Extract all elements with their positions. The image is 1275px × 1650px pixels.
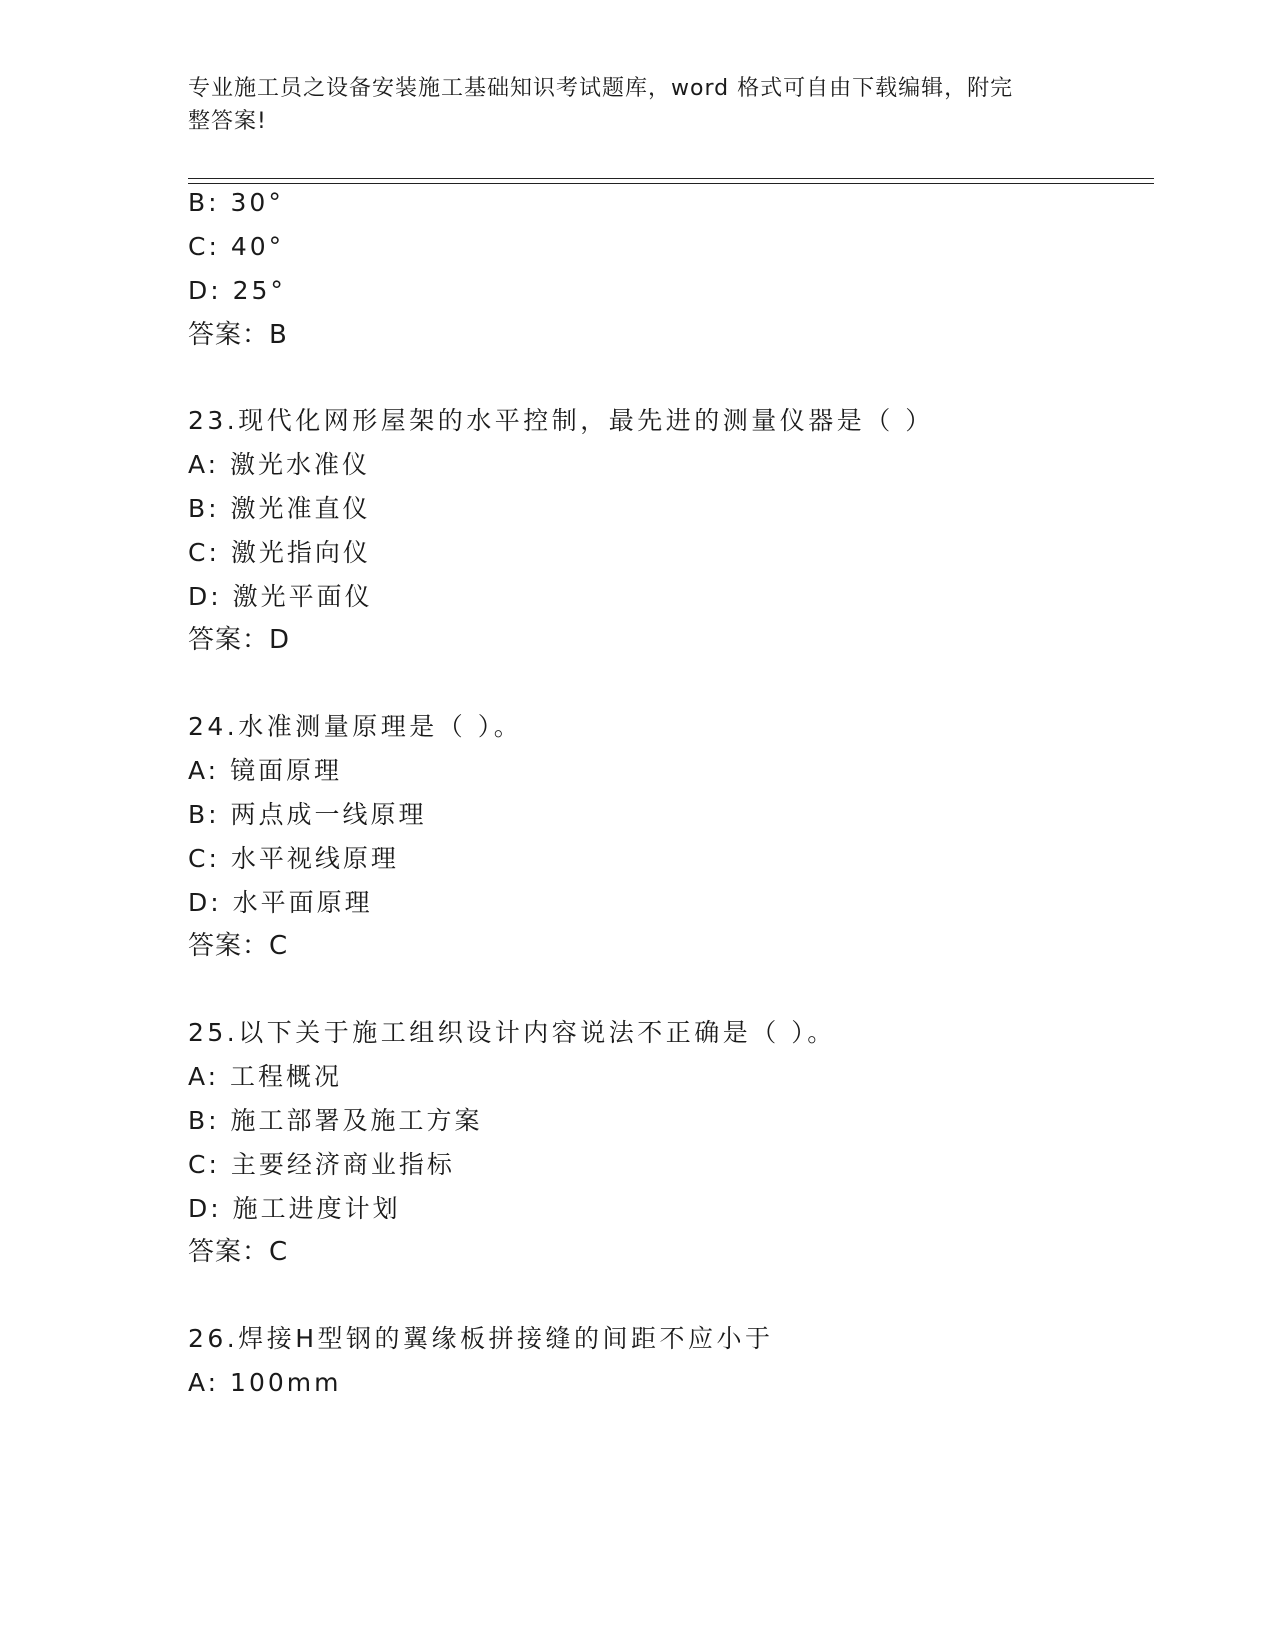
- option-d: D: 激光平面仪: [188, 582, 373, 611]
- option-b: B: 30°: [188, 188, 284, 217]
- question-stem: 23.现代化网形屋架的水平控制，最先进的测量仪器是（ ）: [188, 406, 934, 435]
- answer-line: 答案：B: [188, 320, 288, 350]
- option-c: C: 40°: [188, 232, 285, 261]
- option-b: B: 激光准直仪: [188, 494, 371, 523]
- header-divider-top: [188, 178, 1154, 179]
- option-d: D: 25°: [188, 276, 286, 305]
- option-a: A: 镜面原理: [188, 756, 343, 785]
- question-stem: 24.水准测量原理是（ ）。: [188, 712, 523, 741]
- header-line-2: 整答案!: [188, 109, 267, 134]
- option-b: B: 两点成一线原理: [188, 800, 427, 829]
- question-stem: 25.以下关于施工组织设计内容说法不正确是（ ）。: [188, 1018, 836, 1047]
- option-d: D: 水平面原理: [188, 888, 373, 917]
- answer-line: 答案：C: [188, 931, 289, 961]
- document-header: [188, 72, 1068, 138]
- answer-line: 答案：C: [188, 1237, 289, 1267]
- option-a: A: 工程概况: [188, 1062, 343, 1091]
- option-c: C: 激光指向仪: [188, 538, 371, 567]
- option-a: A: 100mm: [188, 1368, 342, 1397]
- answer-line: 答案：D: [188, 625, 291, 655]
- question-stem: 26.焊接H型钢的翼缘板拼接缝的间距不应小于: [188, 1324, 774, 1353]
- header-divider-bottom: [188, 183, 1154, 184]
- option-d: D: 施工进度计划: [188, 1194, 401, 1223]
- option-a: A: 激光水准仪: [188, 450, 371, 479]
- option-c: C: 主要经济商业指标: [188, 1150, 455, 1179]
- header-line-1: 专业施工员之设备安装施工基础知识考试题库，word 格式可自由下载编辑，附完: [188, 76, 1014, 101]
- option-b: B: 施工部署及施工方案: [188, 1106, 483, 1135]
- option-c: C: 水平视线原理: [188, 844, 399, 873]
